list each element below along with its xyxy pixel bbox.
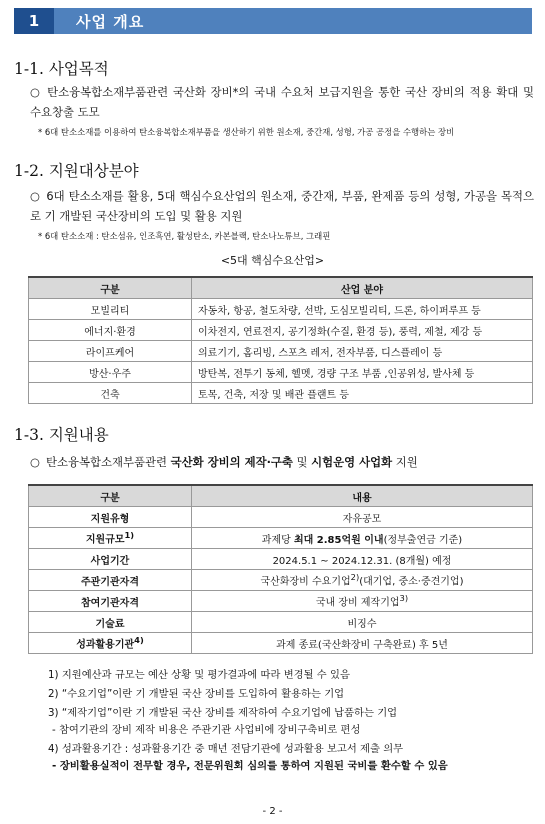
row-value: 과제당 최대 2.85억원 이내(정부출연금 기준) [192,528,533,549]
row-label: 기술료 [29,612,192,633]
table-row [29,528,533,549]
table-row [29,507,533,528]
row-value: 2024.5.1 ~ 2024.12.31. (8개월) 예정 [192,549,533,570]
industry-fields: 이차전지, 연료전지, 공기정화(수질, 환경 등), 풍력, 제철, 제강 등 [192,320,533,341]
chapter-header [14,8,532,34]
section-1-1-heading: 1-1. 사업목적 [14,60,109,78]
chapter-title: 사업 개요 [54,8,532,34]
circle-bullet-icon: ○ [30,85,42,99]
section-1-2-note: * 6대 탄소소재 : 탄소섬유, 인조흑연, 활성탄소, 카본블랙, 탄소나노튜브, 그래핀 [38,231,331,241]
section-1-1-bullet: ○ 탄소융복합소재부품관련 국산화 장비*의 국내 수요처 보급지원을 통한 국산 장비의 적용 확대 및 수요창출 도모 [30,85,534,119]
table-header: 내용 [192,485,533,507]
row-label: 주관기관자격 [29,570,192,591]
footnote: - 장비활용실적이 전무할 경우, 전문위원회 심의를 통하여 지원된 국비를 환수할 수 있음 [52,760,448,772]
row-label: 지원규모$^{1)}$ [29,528,192,549]
table-row [29,591,533,612]
table-row [29,549,533,570]
row-value: 국산화장비 수요기업$^{2)}$(대기업, 중소·중견기업) [192,570,533,591]
table-row [29,383,533,404]
industry-name: 방산·우주 [29,362,192,383]
section-1-2-heading: 1-2. 지원대상분야 [14,162,139,180]
industry-name: 에너지·환경 [29,320,192,341]
industry-fields: 방탄복, 전투기 동체, 헬멧, 경량 구조 부품 ,인공위성, 발사체 등 [192,362,533,383]
table-row [29,320,533,341]
page-number: - 2 - [262,806,283,817]
industry-fields: 의료기기, 홈리빙, 스포츠 레저, 전자부품, 디스플레이 등 [192,341,533,362]
table-row [29,570,533,591]
row-label: 참여기관자격 [29,591,192,612]
table-row [29,612,533,633]
industry-name: 모빌리티 [29,299,192,320]
footnote: 4) 성과활용기간 : 성과활용기간 중 매년 전담기관에 성과활용 보고서 제출 의무 [48,743,404,755]
footnote: 3) “제작기업”이란 기 개발된 국산 장비를 제작하여 수요기업에 납품하는 기업 [48,707,398,719]
industry-fields: 토목, 건축, 저장 및 배관 플랜트 등 [192,383,533,404]
industry-table [28,276,533,404]
circle-bullet-icon: ○ [30,455,40,469]
row-value: 비징수 [192,612,533,633]
row-value: 과제 종료(국산화장비 구축완료) 후 5년 [192,633,533,654]
row-value: 자유공모 [192,507,533,528]
table-row [29,299,533,320]
row-label: 사업기간 [29,549,192,570]
footnote: - 참여기관의 장비 제작 비용은 주관기관 사업비에 장비구축비로 편성 [52,724,361,736]
chapter-number: 1 [14,8,54,34]
section-1-2-bullet: ○ 6대 탄소소재를 활용, 5대 핵심수요산업의 원소재, 중간재, 부품, 완제품 등의 성형, 가공을 목적으로 기 개발된 국산장비의 도입 및 활용 지원 [30,189,534,223]
support-table [28,484,533,654]
table-header: 구분 [29,277,192,299]
section-1-3-heading: 1-3. 지원내용 [14,426,109,444]
table-row [29,362,533,383]
table-caption: <5대 핵심수요산업> [220,254,325,267]
industry-name: 라이프케어 [29,341,192,362]
table-row [29,341,533,362]
footnote: 2) “수요기업”이란 기 개발된 국산 장비를 도입하여 활용하는 기업 [48,688,345,700]
row-value: 국내 장비 제작기업$^{3)}$ [192,591,533,612]
footnote: 1) 지원예산과 규모는 예산 상황 및 평가결과에 따라 변경될 수 있음 [48,669,350,681]
section-1-1-note: * 6대 탄소소재를 이용하여 탄소융복합소재부품을 생산하기 위한 원소재, 중간재, 성형, 가공 공정을 수행하는 장비 [38,127,455,137]
table-header: 산업 분야 [192,277,533,299]
industry-fields: 자동차, 항공, 철도차량, 선박, 도심모빌리티, 드론, 하이퍼루프 등 [192,299,533,320]
industry-name: 건축 [29,383,192,404]
row-label: 성과활용기관$^{4)}$ [29,633,192,654]
table-row [29,633,533,654]
section-1-3-bullet: ○ 탄소융복합소재부품관련 국산화 장비의 제작·구축 및 시험운영 사업화 지원 [30,455,418,469]
table-header: 구분 [29,485,192,507]
circle-bullet-icon: ○ [30,189,41,203]
row-label: 지원유형 [29,507,192,528]
